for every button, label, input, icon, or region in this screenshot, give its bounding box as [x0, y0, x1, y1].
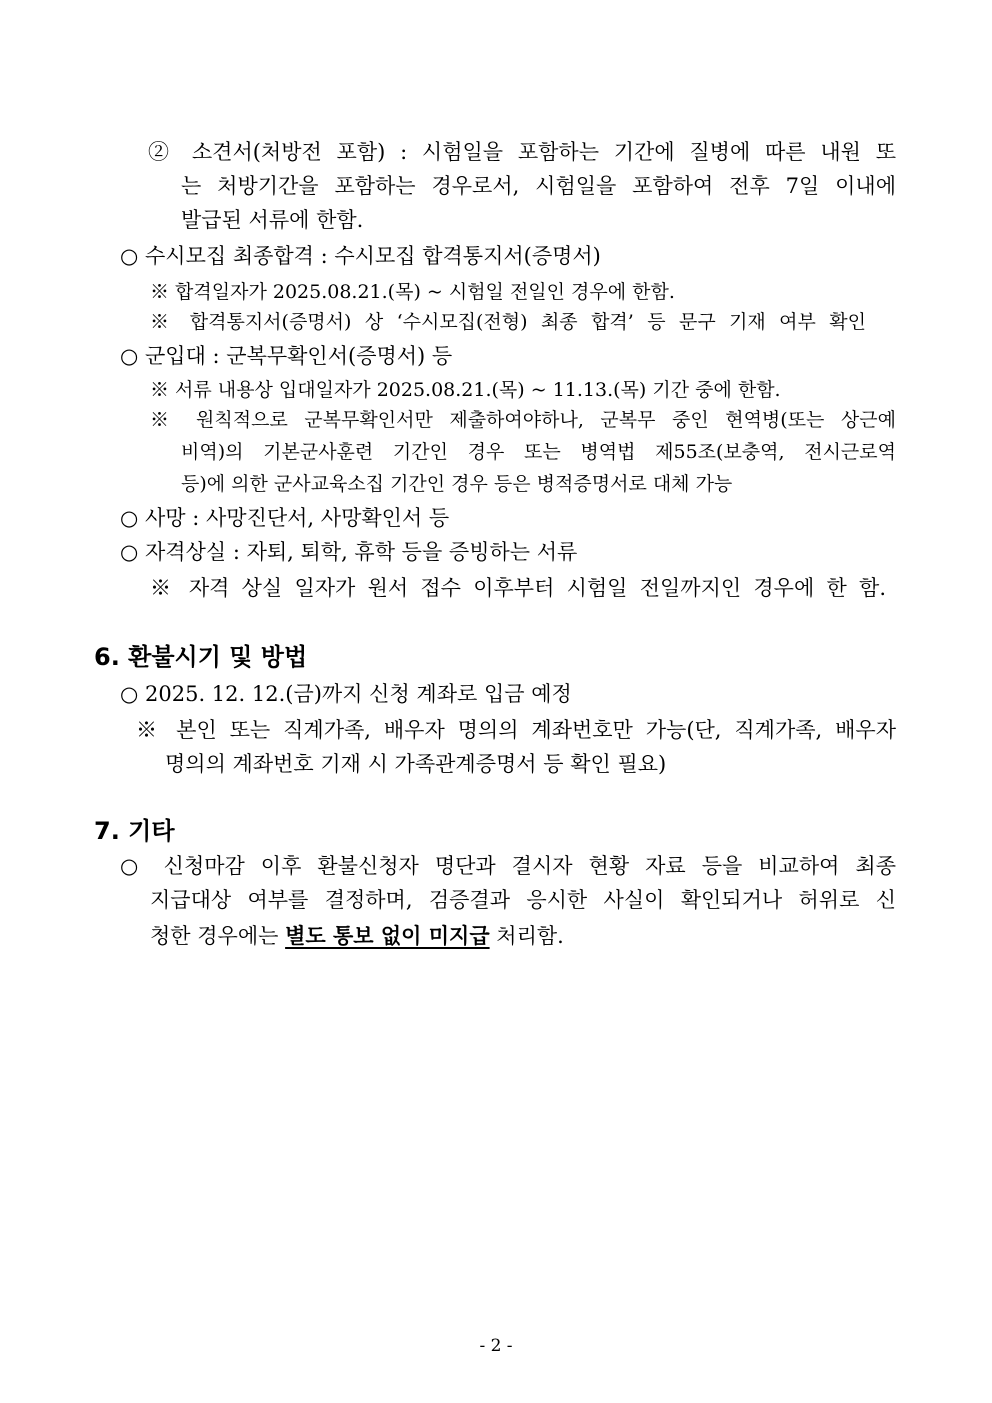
note-line: ※ 서류 내용상 입대일자가 2025.08.21.(목) ~ 11.13.(목) 기간 중에 한함. — [150, 379, 781, 401]
text-line: ○ 사망 : 사망진단서, 사망확인서 등 — [120, 506, 450, 530]
text-line: 지급대상 여부를 결정하며, 검증결과 응시한 사실이 확인되거나 허위로 신 — [150, 888, 896, 912]
text-line — [150, 921, 564, 951]
section-heading-6: 6. 환불시기 및 방법 — [94, 643, 308, 671]
note-line: 비역)의 기본군사훈련 기간인 경우 또는 병역법 제55조(보충역, 전시근로역 — [181, 441, 896, 463]
text-line: ○ 신청마감 이후 환불신청자 명단과 결시자 현황 자료 등을 비교하여 최종 — [120, 854, 896, 878]
section-heading-7: 7. 기타 — [94, 817, 175, 845]
text-line: ○ 자격상실 : 자퇴, 퇴학, 휴학 등을 증빙하는 서류 — [120, 540, 578, 564]
text-line: ○ 2025. 12. 12.(금)까지 신청 계좌로 입금 예정 — [120, 682, 572, 706]
text-line: ② 소견서(처방전 포함) : 시험일을 포함하는 기간에 질병에 따른 내원 또 — [148, 140, 896, 164]
text-line: ○ 수시모집 최종합격 : 수시모집 합격통지서(증명서) — [120, 244, 601, 268]
note-line: ※ 원칙적으로 군복무확인서만 제출하여야하나, 군복무 중인 현역병(또는 상근예 — [150, 409, 896, 431]
note-line: ※ 자격 상실 일자가 원서 접수 이후부터 시험일 전일까지인 경우에 한 함. — [150, 576, 886, 600]
text-line: 발급된 서류에 한함. — [181, 208, 364, 232]
note-line: ※ 본인 또는 직계가족, 배우자 명의의 계좌번호만 가능(단, 직계가족, 배우자 — [136, 718, 896, 742]
note-line: ※ 합격통지서(증명서) 상 ‘수시모집(전형) 최종 합격’ 등 문구 기재 여부 확인 — [150, 311, 866, 333]
page-number: - 2 - — [479, 1336, 513, 1356]
note-line: 명의의 계좌번호 기재 시 가족관계증명서 등 확인 필요) — [165, 752, 667, 776]
note-line: 등)에 의한 군사교육소집 기간인 경우 등은 병적증명서로 대체 가능 — [181, 473, 733, 495]
note-line: ※ 합격일자가 2025.08.21.(목) ~ 시험일 전일인 경우에 한함. — [150, 281, 675, 303]
text-segment: 청한 경우에는 — [150, 924, 279, 948]
text-line: 는 처방기간을 포함하는 경우로서, 시험일을 포함하여 전후 7일 이내에 — [181, 174, 896, 198]
text-line: ○ 군입대 : 군복무확인서(증명서) 등 — [120, 344, 453, 368]
text-segment: 처리함. — [496, 924, 564, 948]
emphasis-text: 별도 통보 없이 미지급 — [285, 923, 490, 948]
